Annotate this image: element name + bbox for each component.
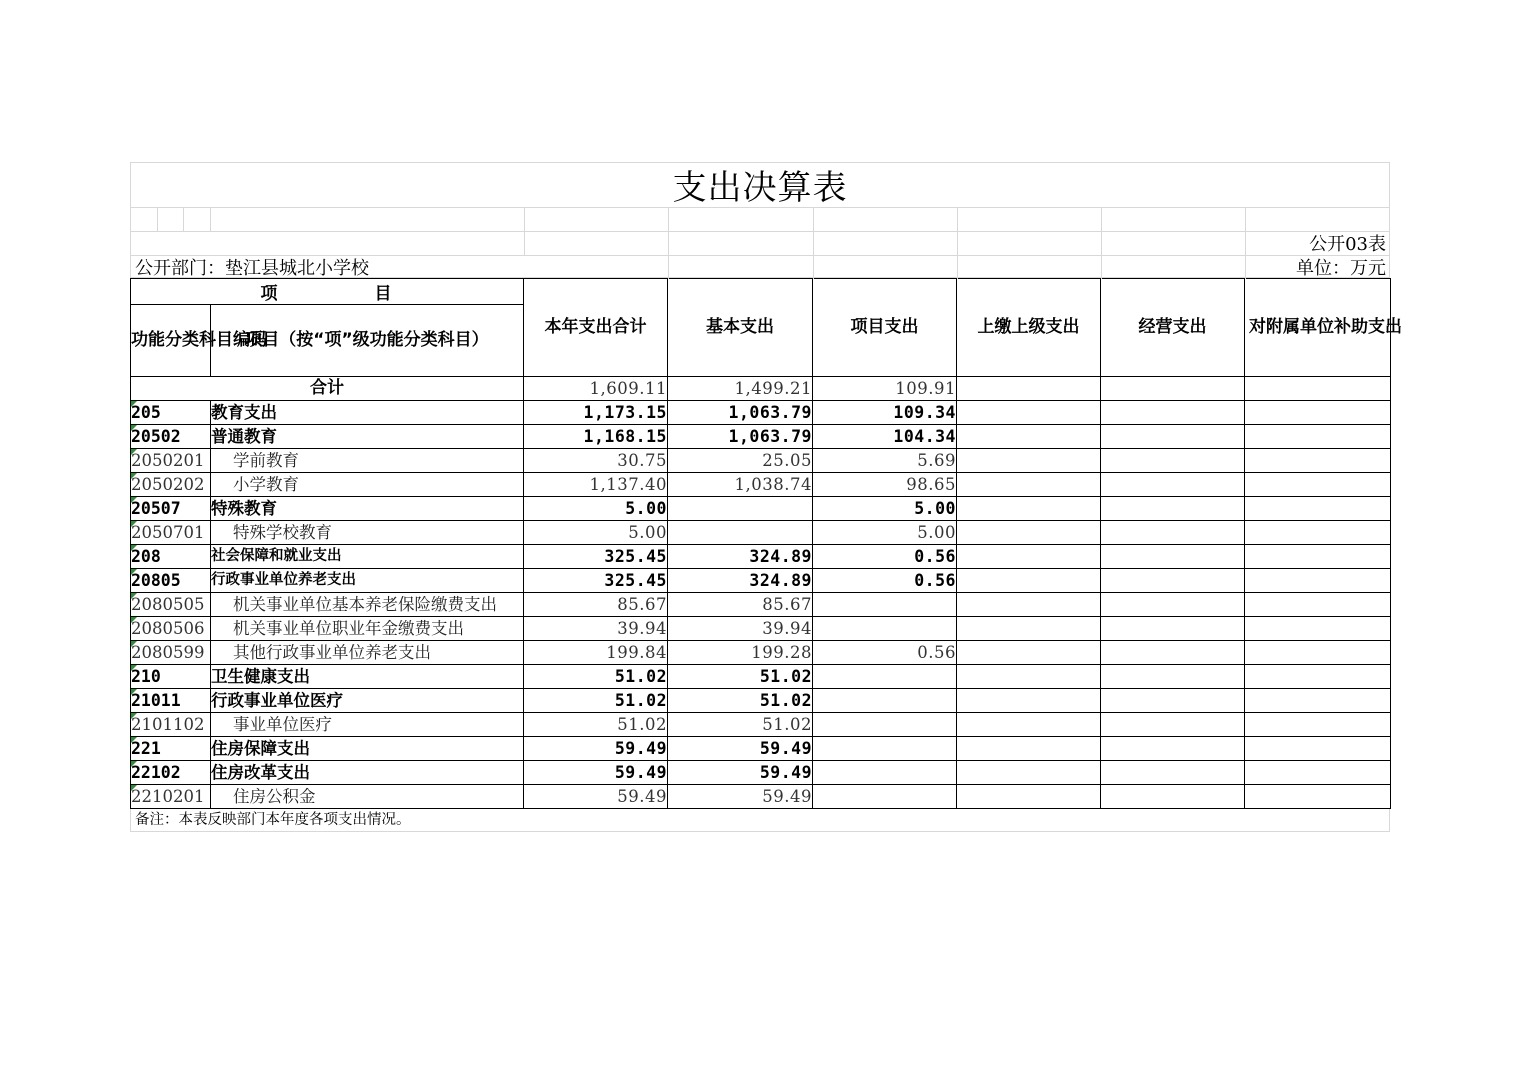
- header-subsidy: 对附属单位补助支出: [1245, 279, 1391, 377]
- row-business: [1101, 593, 1245, 617]
- row-basic: 324.89: [668, 569, 813, 593]
- row-subsidy: [1245, 617, 1391, 641]
- row-subsidy: [1245, 569, 1391, 593]
- row-subsidy: [1245, 785, 1391, 809]
- gridline: [1245, 207, 1246, 279]
- row-subsidy: [1245, 761, 1391, 785]
- row-name: 特殊学校教育: [211, 521, 524, 545]
- gridline: [1101, 207, 1102, 279]
- row-upper: [957, 785, 1101, 809]
- row-basic: [668, 521, 813, 545]
- row-basic: 199.28: [668, 641, 813, 665]
- header-item-group: 项 目: [131, 279, 524, 305]
- table-row: [131, 665, 1391, 689]
- row-basic: 25.05: [668, 449, 813, 473]
- row-code: 2050701: [131, 521, 211, 545]
- row-business: [1101, 689, 1245, 713]
- row-name: 卫生健康支出: [211, 665, 524, 689]
- total-basic: 1,499.21: [668, 377, 813, 401]
- table-row: [131, 641, 1391, 665]
- row-upper: [957, 593, 1101, 617]
- row-upper: [957, 761, 1101, 785]
- gridline: [131, 231, 1389, 232]
- gridline: [131, 255, 1389, 256]
- row-upper: [957, 665, 1101, 689]
- row-subsidy: [1245, 665, 1391, 689]
- department-label: 公开部门：垫江县城北小学校: [135, 258, 369, 279]
- table-row: [131, 785, 1391, 809]
- total-subsidy: [1245, 377, 1391, 401]
- row-name: 行政事业单位医疗: [211, 689, 524, 713]
- row-code: 2050202: [131, 473, 211, 497]
- total-business: [1101, 377, 1245, 401]
- gridline: [668, 207, 669, 279]
- gridline: [813, 207, 814, 279]
- row-code: 2080505: [131, 593, 211, 617]
- row-total: 59.49: [524, 737, 668, 761]
- row-upper: [957, 689, 1101, 713]
- row-code: 22102: [131, 761, 211, 785]
- row-project: 109.34: [813, 401, 957, 425]
- table-row: [131, 545, 1391, 569]
- row-code: 2050201: [131, 449, 211, 473]
- row-upper: [957, 497, 1101, 521]
- total-upper: [957, 377, 1101, 401]
- row-upper: [957, 425, 1101, 449]
- row-name: 行政事业单位养老支出: [211, 569, 524, 593]
- row-total: 5.00: [524, 521, 668, 545]
- row-business: [1101, 737, 1245, 761]
- row-name: 机关事业单位职业年金缴费支出: [211, 617, 524, 641]
- row-business: [1101, 449, 1245, 473]
- row-upper: [957, 545, 1101, 569]
- row-name: 机关事业单位基本养老保险缴费支出: [211, 593, 524, 617]
- table-row: [131, 497, 1391, 521]
- table-row: [131, 473, 1391, 497]
- total-amount: 1,609.11: [524, 377, 668, 401]
- total-project: 109.91: [813, 377, 957, 401]
- table-row: [131, 449, 1391, 473]
- row-subsidy: [1245, 593, 1391, 617]
- row-basic: 59.49: [668, 737, 813, 761]
- row-basic: 1,063.79: [668, 401, 813, 425]
- row-code: 2080599: [131, 641, 211, 665]
- expenditure-sheet: [130, 162, 1402, 832]
- row-name: 学前教育: [211, 449, 524, 473]
- header-basic: 基本支出: [668, 279, 813, 377]
- row-subsidy: [1245, 713, 1391, 737]
- row-project: [813, 689, 957, 713]
- table-row: [131, 593, 1391, 617]
- row-project: 0.56: [813, 641, 957, 665]
- row-name: 普通教育: [211, 425, 524, 449]
- row-code: 20805: [131, 569, 211, 593]
- row-total: 325.45: [524, 545, 668, 569]
- row-total: 39.94: [524, 617, 668, 641]
- row-code: 2080506: [131, 617, 211, 641]
- row-upper: [957, 713, 1101, 737]
- row-project: 5.69: [813, 449, 957, 473]
- row-code: 210: [131, 665, 211, 689]
- form-number: 公开03表: [1309, 234, 1386, 255]
- row-basic: 1,063.79: [668, 425, 813, 449]
- row-basic: 59.49: [668, 761, 813, 785]
- row-total: 1,173.15: [524, 401, 668, 425]
- row-total: 59.49: [524, 761, 668, 785]
- table-row: [131, 737, 1391, 761]
- row-basic: 51.02: [668, 665, 813, 689]
- total-row: [131, 377, 1391, 401]
- row-total: 51.02: [524, 665, 668, 689]
- row-basic: 1,038.74: [668, 473, 813, 497]
- row-total: 59.49: [524, 785, 668, 809]
- row-business: [1101, 425, 1245, 449]
- row-project: [813, 761, 957, 785]
- table-row: [131, 425, 1391, 449]
- row-subsidy: [1245, 497, 1391, 521]
- header-code: 功能分类科目编码: [131, 305, 211, 377]
- table-row: [131, 761, 1391, 785]
- row-upper: [957, 521, 1101, 545]
- row-name: 社会保障和就业支出: [211, 545, 524, 569]
- row-business: [1101, 521, 1245, 545]
- header-total: 本年支出合计: [524, 279, 668, 377]
- gridline: [183, 207, 184, 231]
- gridline: [524, 207, 525, 255]
- row-upper: [957, 737, 1101, 761]
- row-basic: 39.94: [668, 617, 813, 641]
- row-business: [1101, 569, 1245, 593]
- row-project: [813, 737, 957, 761]
- row-code: 205: [131, 401, 211, 425]
- row-code: 208: [131, 545, 211, 569]
- row-project: 0.56: [813, 545, 957, 569]
- row-upper: [957, 401, 1101, 425]
- row-project: 0.56: [813, 569, 957, 593]
- row-subsidy: [1245, 641, 1391, 665]
- expenditure-table: [130, 278, 1402, 809]
- row-basic: 51.02: [668, 713, 813, 737]
- row-name: 住房保障支出: [211, 737, 524, 761]
- row-code: 2210201: [131, 785, 211, 809]
- row-project: 104.34: [813, 425, 957, 449]
- row-basic: 324.89: [668, 545, 813, 569]
- table-row: [131, 521, 1391, 545]
- row-subsidy: [1245, 473, 1391, 497]
- row-subsidy: [1245, 449, 1391, 473]
- table-row: [131, 713, 1391, 737]
- row-code: 21011: [131, 689, 211, 713]
- row-project: 5.00: [813, 497, 957, 521]
- sheet-header-area: [130, 162, 1390, 278]
- row-subsidy: [1245, 545, 1391, 569]
- row-project: [813, 665, 957, 689]
- row-subsidy: [1245, 425, 1391, 449]
- row-basic: [668, 497, 813, 521]
- row-name: 特殊教育: [211, 497, 524, 521]
- row-business: [1101, 497, 1245, 521]
- row-total: 199.84: [524, 641, 668, 665]
- row-code: 2101102: [131, 713, 211, 737]
- row-business: [1101, 545, 1245, 569]
- row-business: [1101, 761, 1245, 785]
- row-project: [813, 785, 957, 809]
- row-project: [813, 593, 957, 617]
- row-total: 325.45: [524, 569, 668, 593]
- row-name: 住房公积金: [211, 785, 524, 809]
- row-upper: [957, 449, 1101, 473]
- row-code: 20507: [131, 497, 211, 521]
- row-basic: 51.02: [668, 689, 813, 713]
- table-row: [131, 569, 1391, 593]
- table-row: [131, 617, 1391, 641]
- gridline: [210, 207, 211, 231]
- row-total: 51.02: [524, 689, 668, 713]
- row-name: 小学教育: [211, 473, 524, 497]
- row-name: 教育支出: [211, 401, 524, 425]
- row-subsidy: [1245, 689, 1391, 713]
- row-business: [1101, 401, 1245, 425]
- unit-label: 单位：万元: [1296, 258, 1386, 279]
- table-row: [131, 401, 1391, 425]
- table-row: [131, 689, 1391, 713]
- header-item: 项目（按“项”级功能分类科目）: [211, 305, 524, 377]
- row-code: 20502: [131, 425, 211, 449]
- header-upper: 上缴上级支出: [957, 279, 1101, 377]
- row-project: [813, 713, 957, 737]
- row-subsidy: [1245, 737, 1391, 761]
- row-basic: 59.49: [668, 785, 813, 809]
- row-business: [1101, 641, 1245, 665]
- row-business: [1101, 473, 1245, 497]
- row-code: 221: [131, 737, 211, 761]
- row-upper: [957, 473, 1101, 497]
- row-total: 1,168.15: [524, 425, 668, 449]
- row-project: 5.00: [813, 521, 957, 545]
- gridline: [157, 207, 158, 231]
- row-business: [1101, 617, 1245, 641]
- row-upper: [957, 617, 1101, 641]
- row-subsidy: [1245, 401, 1391, 425]
- header-business: 经营支出: [1101, 279, 1245, 377]
- row-name: 事业单位医疗: [211, 713, 524, 737]
- row-name: 住房改革支出: [211, 761, 524, 785]
- row-total: 85.67: [524, 593, 668, 617]
- row-project: 98.65: [813, 473, 957, 497]
- row-business: [1101, 713, 1245, 737]
- row-business: [1101, 665, 1245, 689]
- total-label: 合计: [131, 377, 524, 401]
- row-basic: 85.67: [668, 593, 813, 617]
- row-project: [813, 617, 957, 641]
- row-upper: [957, 569, 1101, 593]
- header-project: 项目支出: [813, 279, 957, 377]
- row-upper: [957, 641, 1101, 665]
- row-subsidy: [1245, 521, 1391, 545]
- gridline: [957, 207, 958, 279]
- row-name: 其他行政事业单位养老支出: [211, 641, 524, 665]
- row-total: 30.75: [524, 449, 668, 473]
- footnote: 备注：本表反映部门本年度各项支出情况。: [130, 809, 1390, 832]
- row-business: [1101, 785, 1245, 809]
- page-title: 支出决算表: [672, 168, 848, 208]
- row-total: 1,137.40: [524, 473, 668, 497]
- row-total: 51.02: [524, 713, 668, 737]
- row-total: 5.00: [524, 497, 668, 521]
